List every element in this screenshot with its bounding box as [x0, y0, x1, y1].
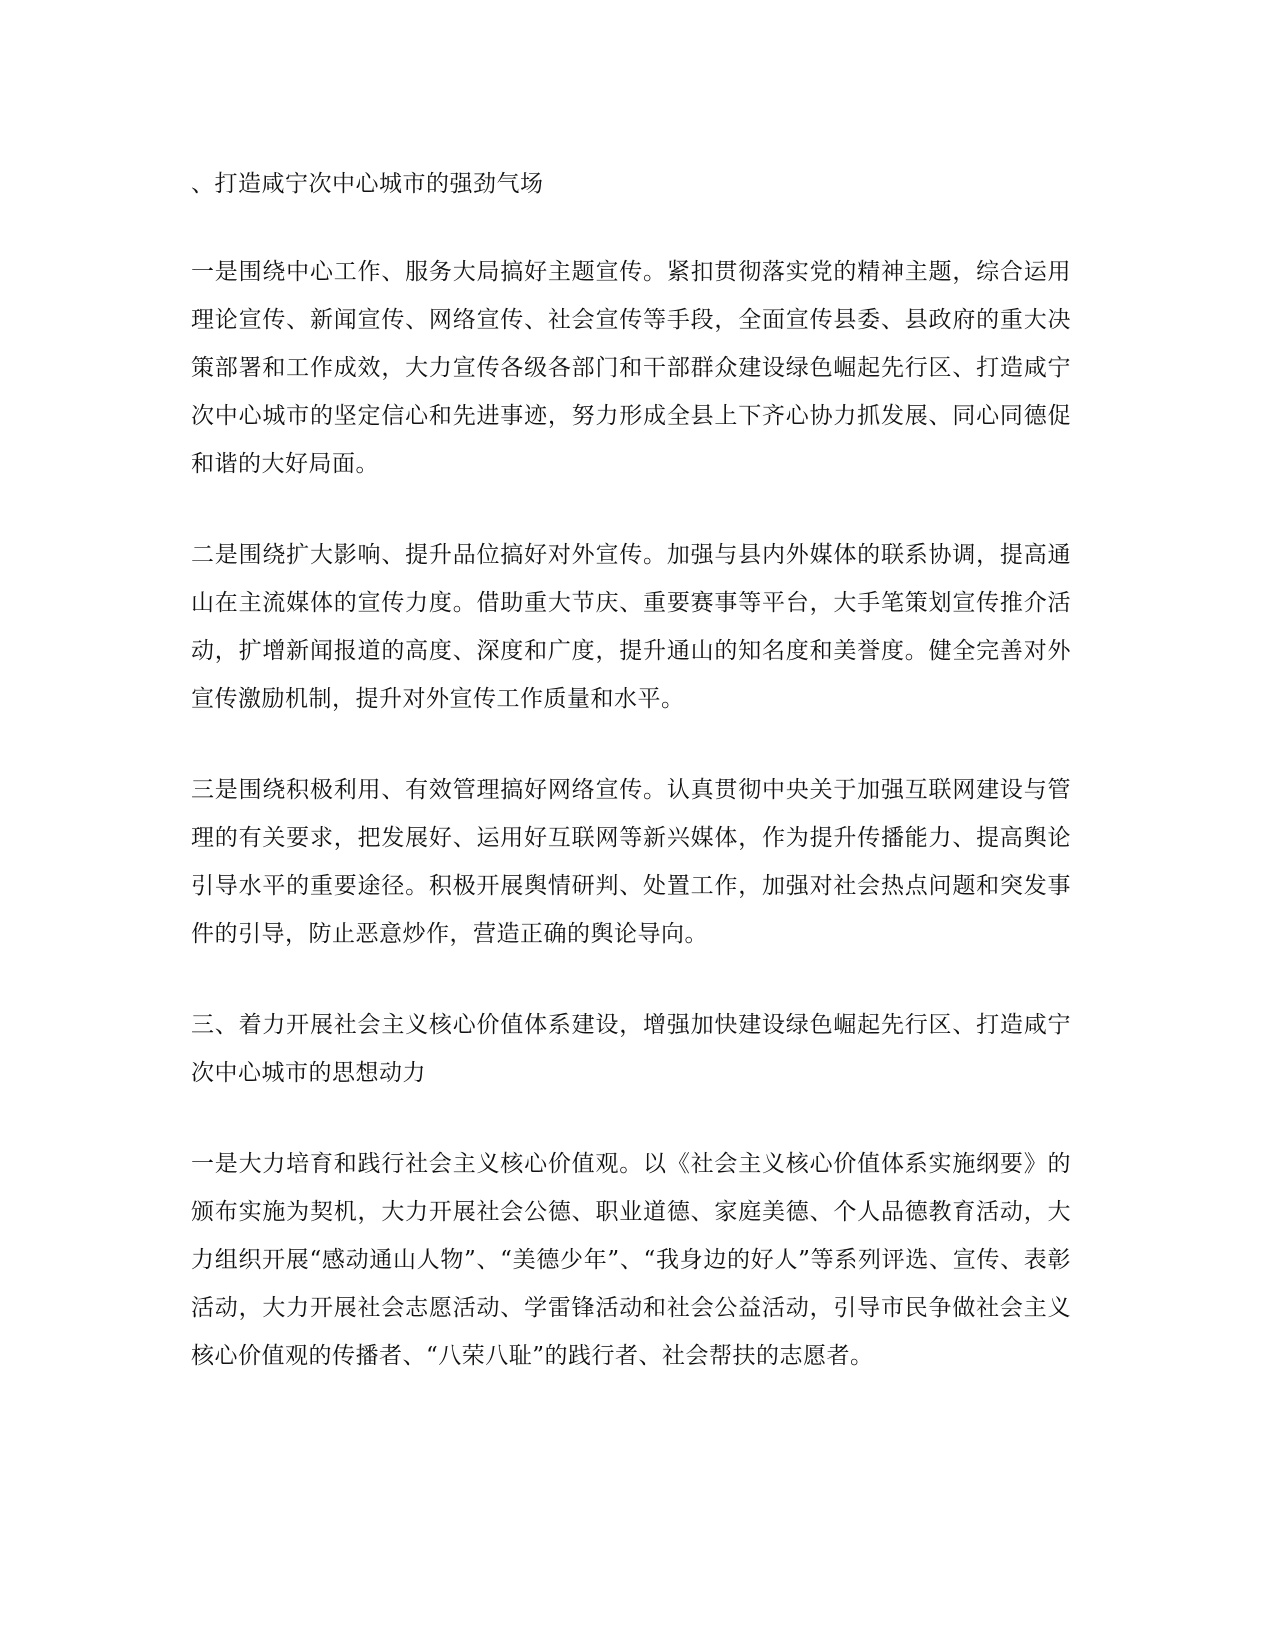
paragraph-core-values: 一是大力培育和践行社会主义核心价值观。以《社会主义核心价值体系实施纲要》的颁布实施为契机，大力开展社会公德、职业道德、家庭美德、个人品德教育活动，大力组织开展“感动通山人物”、“美德少年”、“我身边的好人”等系列评选、宣传、表彰活动，大力开展社会志愿活动、学雷锋活动和社会公益活动，引导市民争做社会主义核心价值观的传播者、“八荣八耻”的践行者、社会帮扶的志愿者。 — [191, 1151, 1071, 1369]
paragraph-theme-publicity: 一是围绕中心工作、服务大局搞好主题宣传。紧扣贯彻落实党的精神主题，综合运用理论宣传、新闻宣传、网络宣传、社会宣传等手段，全面宣传县委、县政府的重大决策部署和工作成效，大力宣传各级各部门和干部群众建设绿色崛起先行区、打造咸宁次中心城市的坚定信心和先进事迹，努力形成全县上下齐心协力抓发展、同心同德促和谐的大好局面。 — [191, 259, 1071, 477]
section-heading-fragment: 、打造咸宁次中心城市的强劲气场 — [191, 171, 544, 197]
paragraph-external-publicity: 二是围绕扩大影响、提升品位搞好对外宣传。加强与县内外媒体的联系协调，提高通山在主流媒体的宣传力度。借助重大节庆、重要赛事等平台，大手笔策划宣传推介活动，扩增新闻报道的高度、深度和广度，提升通山的知名度和美誉度。健全完善对外宣传激励机制，提升对外宣传工作质量和水平。 — [191, 542, 1071, 712]
section-heading-core-values: 三、着力开展社会主义核心价值体系建设，增强加快建设绿色崛起先行区、打造咸宁次中心城市的思想动力 — [191, 1012, 1071, 1086]
paragraph-network-publicity: 三是围绕积极利用、有效管理搞好网络宣传。认真贯彻中央关于加强互联网建设与管理的有关要求，把发展好、运用好互联网等新兴媒体，作为提升传播能力、提高舆论引导水平的重要途径。积极开展舆情研判、处置工作，加强对社会热点问题和突发事件的引导，防止恶意炒作，营造正确的舆论导向。 — [191, 777, 1071, 947]
document-body — [191, 160, 1071, 1380]
